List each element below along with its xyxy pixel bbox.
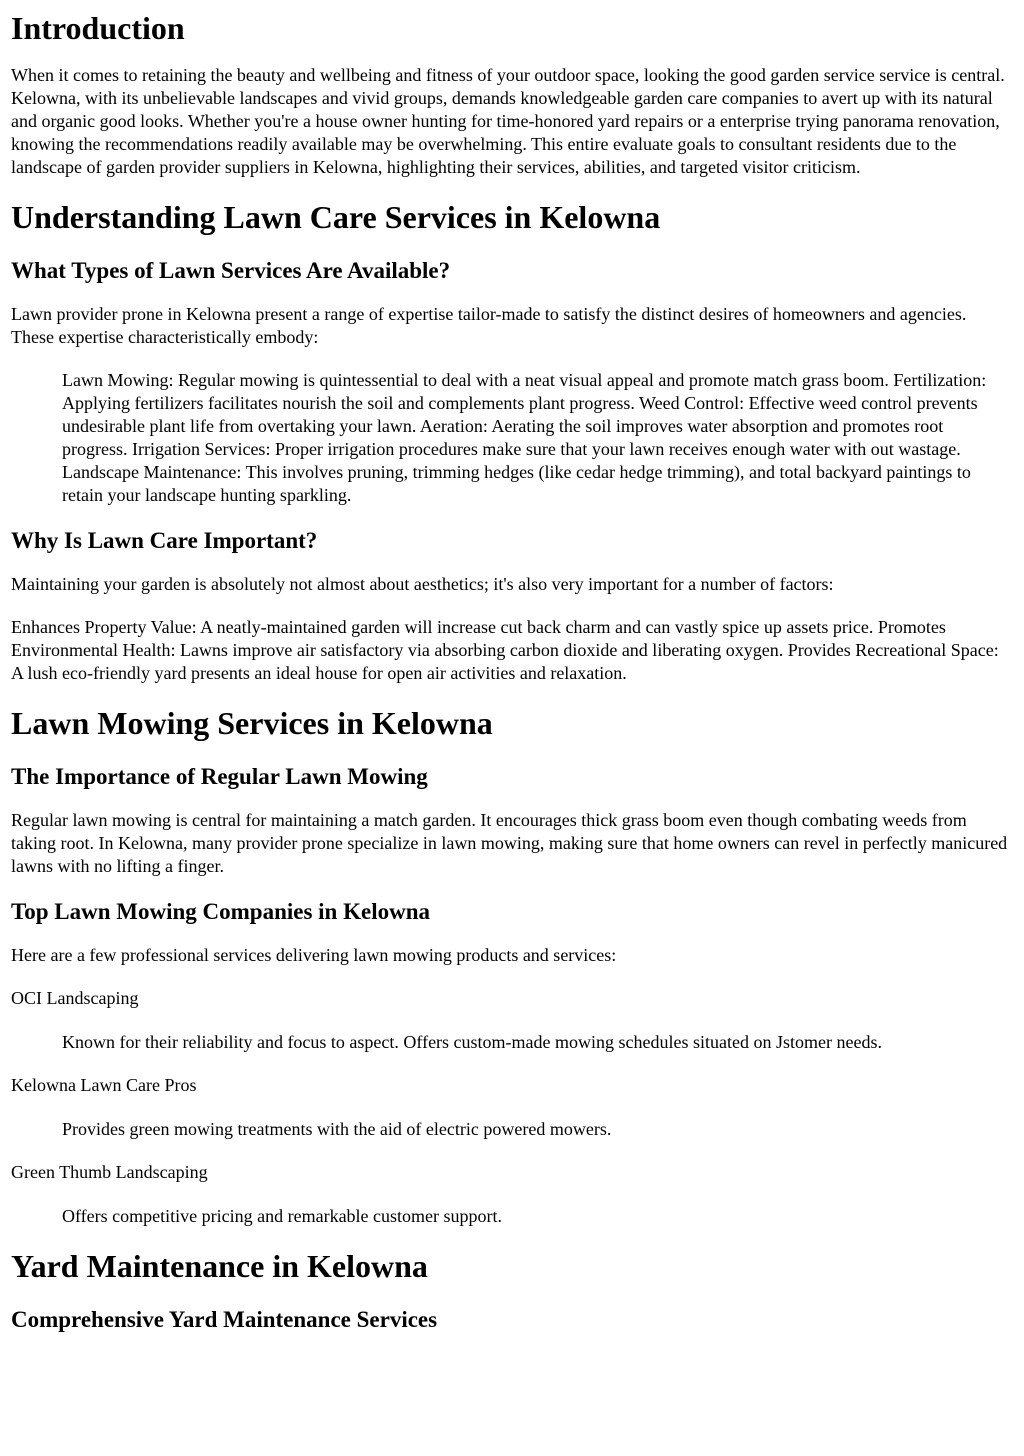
company-name: Green Thumb Landscaping (11, 1162, 208, 1182)
mowing-importance-heading: The Importance of Regular Lawn Mowing (11, 764, 428, 789)
company-name: OCI Landscaping (11, 988, 139, 1008)
intro-heading: Introduction (11, 10, 185, 46)
company-description: Known for their reliability and focus to aspect. Offers custom-made mowing schedules situated on Jstomer needs. (62, 1032, 882, 1052)
service-types-paragraph: Lawn provider prone in Kelowna present a range of expertise tailor-made to satisfy the distinct desires of homeowners and agencies. These expertise characteristically embody: (11, 304, 967, 347)
why-lawn-care-paragraph: Maintaining your garden is absolutely not almost about aesthetics; it's also very important for a number of factors: (11, 574, 834, 594)
service-types-heading: What Types of Lawn Services Are Available? (11, 258, 451, 283)
yard-maintenance-heading: Yard Maintenance in Kelowna (11, 1248, 428, 1284)
mowing-heading: Lawn Mowing Services in Kelowna (11, 705, 493, 741)
service-types-quote: Lawn Mowing: Regular mowing is quintessential to deal with a neat visual appeal and promote match grass boom. Fertilization: Applying fertilizers facilitates nourish the soil and complements plant progress. Weed Control: Effective weed control prevents undesirable plant life from overtaking your lawn. Aeration: Aerating the soil improves water absorption and promotes root progress. Irrigation Services: Proper irrigation procedures make sure that your lawn receives enough water with out wastage. Landscape Maintenance: This involves pruning, trimming hedges (like cedar hedge trimming), and total backyard paintings to retain your landscape hunting sparkling. (62, 370, 987, 505)
company-description: Offers competitive pricing and remarkable customer support. (62, 1206, 503, 1226)
top-companies-paragraph: Here are a few professional services delivering lawn mowing products and services: (11, 945, 617, 965)
why-lawn-care-heading: Why Is Lawn Care Important? (11, 528, 318, 553)
mowing-importance-paragraph: Regular lawn mowing is central for maintaining a match garden. It encourages thick grass boom even though combating weeds from taking root. In Kelowna, many provider prone specialize in lawn mowing, making sure that home owners can revel in perfectly manicured lawns with no lifting a finger. (11, 810, 1008, 876)
company-description: Provides green mowing treatments with the aid of electric powered mowers. (62, 1119, 612, 1139)
intro-paragraph: When it comes to retaining the beauty and wellbeing and fitness of your outdoor space, looking the good garden service service is central. Kelowna, with its unbelievable landscapes and vivid groups, demands knowledgeable garden care companies to avert up with its natural and organic good looks. Whether you're a house owner hunting for time-honored yard repairs or a enterprise trying panorama renovation, knowing the recommendations readily available may be overwhelming. This entire evaluate goals to consultant residents due to the landscape of garden provider suppliers in Kelowna, highlighting their services, abilities, and targeted visitor criticism. (11, 65, 1005, 177)
article (0, 10, 1024, 1334)
lawn-care-heading: Understanding Lawn Care Services in Kelowna (11, 199, 661, 235)
top-companies-heading: Top Lawn Mowing Companies in Kelowna (11, 899, 430, 924)
company-name: Kelowna Lawn Care Pros (11, 1075, 197, 1095)
comprehensive-yard-heading: Comprehensive Yard Maintenance Services (11, 1307, 438, 1332)
benefits-paragraph: Enhances Property Value: A neatly-maintained garden will increase cut back charm and can vastly spice up assets price. Promotes Environmental Health: Lawns improve air satisfactory via absorbing carbon dioxide and liberating oxygen. Provides Recreational Space: A lush eco-friendly yard presents an ideal house for open air activities and relaxation. (11, 617, 999, 683)
